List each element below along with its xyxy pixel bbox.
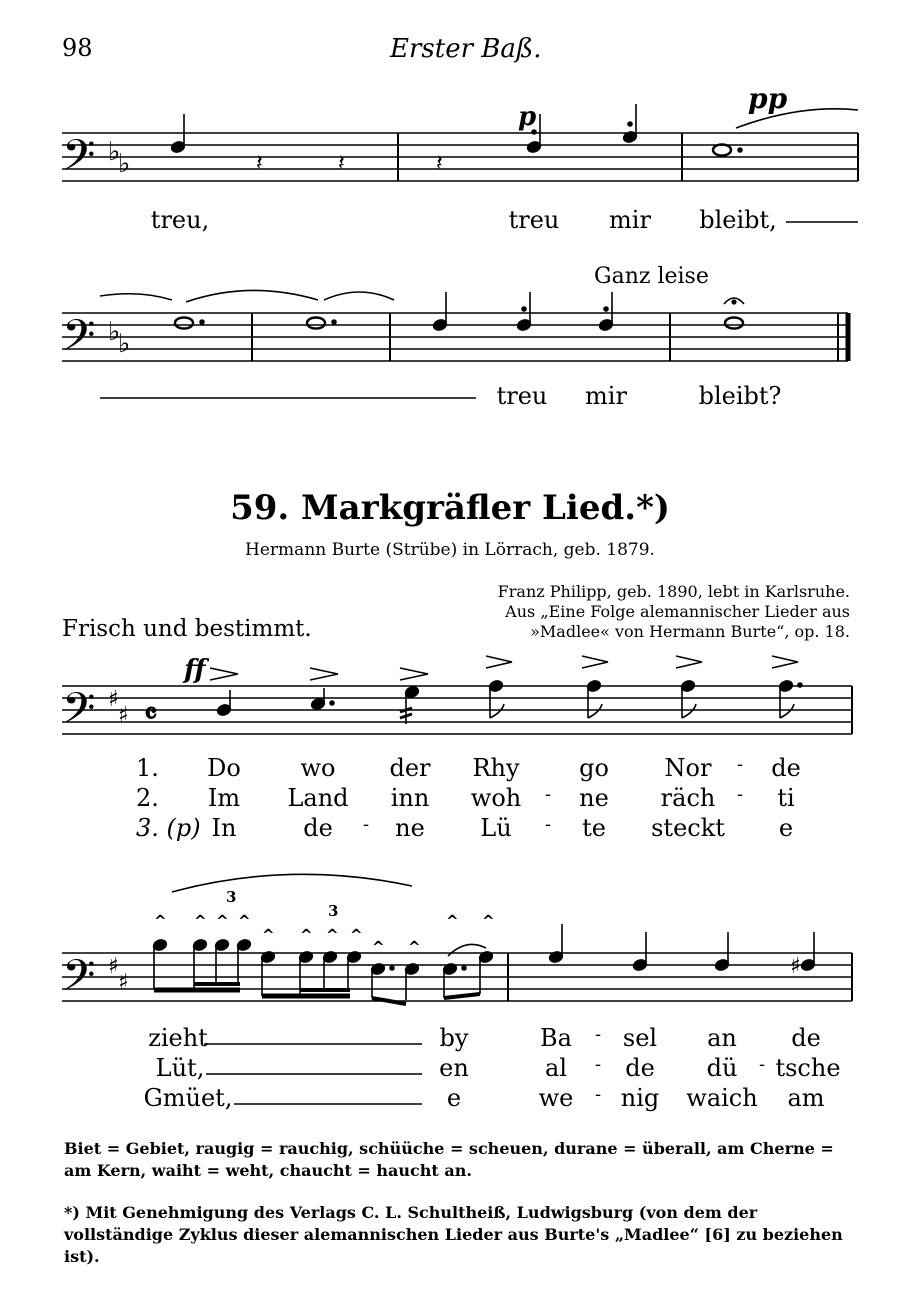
lyric: bleibt? [698, 382, 782, 410]
lyric: tsche [775, 1054, 841, 1082]
lyric: ne [579, 784, 609, 812]
sharp-2: ♯ [118, 703, 129, 728]
lyric: steckt [651, 814, 725, 842]
verse-number: 2. [136, 784, 159, 812]
hyphen: - [594, 1084, 602, 1105]
lyric: am [787, 1084, 825, 1112]
lyric: Lüt, [155, 1054, 205, 1082]
svg-text:^: ^ [326, 926, 339, 944]
lyric: In [211, 814, 237, 842]
svg-text:^: ^ [238, 912, 251, 930]
lyric: by [439, 1024, 469, 1052]
bass-clef-1: 𝄢 [62, 131, 96, 191]
lyric: mir [585, 382, 627, 410]
lyric: de [303, 814, 333, 842]
lyric: Ba [540, 1024, 572, 1052]
lyric: Nor [664, 754, 712, 782]
expression-direction: Ganz leise [594, 264, 709, 289]
staff-system-2 [62, 313, 848, 361]
hyphen: - [362, 814, 370, 835]
hyphen: - [544, 814, 552, 835]
svg-text:^: ^ [154, 912, 167, 930]
sharp-1: ♯ [108, 687, 119, 712]
lyric: räch [660, 784, 716, 812]
lyric: treu [496, 382, 548, 410]
running-title: Erster Baß. [390, 34, 542, 64]
lyric: zieht [148, 1024, 208, 1052]
lyric: sel [622, 1024, 658, 1052]
lyric: inn [390, 784, 430, 812]
lyric: treu [508, 206, 560, 234]
lyric: de [625, 1054, 655, 1082]
song-title: 59. Markgräfler Lied.*) [230, 488, 670, 528]
lyric: der [389, 754, 431, 782]
verse-number: 1. [136, 754, 159, 782]
lyric: Do [207, 754, 241, 782]
svg-text:^: ^ [446, 912, 459, 930]
page-number: 98 [62, 34, 93, 62]
lyric: waich [686, 1084, 758, 1112]
lyric: an [707, 1024, 737, 1052]
svg-text:^: ^ [262, 926, 275, 944]
lyric: we [538, 1084, 574, 1112]
lyric: mir [609, 206, 651, 234]
svg-text:^: ^ [372, 938, 385, 956]
lyric: Land [287, 784, 349, 812]
lyric: treu, [150, 206, 210, 234]
flat-2: ♭ [118, 149, 131, 179]
lyric: ti [777, 784, 795, 812]
permission-footnote: *) Mit Genehmigung des Verlags C. L. Schultheiß, Ludwigsburg (von dem der vollständige Zyklus dieser alemannischen Lieder aus Burte's „Madlee“ [6] zu beziehen ist). [64, 1203, 843, 1266]
hyphen: - [736, 784, 744, 805]
dynamic-p: p [518, 102, 537, 132]
lyric: ne [395, 814, 425, 842]
lyric: Im [207, 784, 241, 812]
hyphen: - [594, 1024, 602, 1045]
svg-text:♯: ♯ [790, 954, 801, 979]
hyphen: - [544, 784, 552, 805]
lyric: Rhy [472, 754, 520, 782]
flat-3: ♭ [108, 317, 121, 347]
hyphen: - [736, 754, 744, 775]
lyric: woh [470, 784, 522, 812]
svg-text:^: ^ [300, 926, 313, 944]
svg-text:^: ^ [194, 912, 207, 930]
svg-text:𝄽: 𝄽 [256, 151, 263, 176]
hyphen: - [594, 1054, 602, 1075]
verse-number: 3. (p) [136, 814, 201, 842]
lyric: de [771, 754, 801, 782]
lyric: Gmüet, [143, 1084, 233, 1112]
poet-credit: Hermann Burte (Strübe) in Lörrach, geb. 1879. [245, 540, 655, 560]
staff-system-1 [62, 133, 858, 181]
tempo-marking: Frisch und bestimmt. [62, 616, 312, 642]
staff-system-4 [62, 953, 852, 1001]
svg-text:^: ^ [482, 912, 495, 930]
lyric: Lü [480, 814, 512, 842]
triplet-label-b: 3 [328, 902, 339, 920]
triplet-label-a: 3 [226, 888, 237, 906]
lyric: wo [300, 754, 336, 782]
lyric: dü [706, 1054, 738, 1082]
svg-text:^: ^ [216, 912, 229, 930]
lyric: nig [620, 1084, 660, 1112]
lyric: bleibt, [699, 206, 777, 234]
common-time: 𝄴 [144, 697, 158, 732]
glossary-note: Biet = Gebiet, raugig = rauchig, schüüche = scheuen, durane = überall, am Cherne = am Kern, waiht = weht, chaucht = haucht an. [64, 1139, 834, 1180]
sharp-4: ♯ [118, 970, 129, 995]
hyphen: - [758, 1054, 766, 1075]
lyric: en [439, 1054, 469, 1082]
lyric: e [778, 814, 794, 842]
dynamic-ff: ff [184, 655, 206, 685]
svg-text:𝄽: 𝄽 [436, 151, 443, 176]
svg-text:^: ^ [408, 938, 421, 956]
svg-text:^: ^ [350, 926, 363, 944]
flat-1: ♭ [108, 137, 121, 167]
staff-system-3 [62, 686, 852, 734]
lyric: de [791, 1024, 821, 1052]
lyric: al [545, 1054, 567, 1082]
dynamic-pp: pp [748, 82, 788, 115]
sharp-3: ♯ [108, 954, 119, 979]
bass-clef-4: 𝄢 [62, 951, 96, 1011]
svg-text:𝄽: 𝄽 [338, 151, 345, 176]
bass-clef-2: 𝄢 [62, 311, 96, 371]
lyric: te [582, 814, 606, 842]
bass-clef-3: 𝄢 [62, 684, 96, 744]
flat-4: ♭ [118, 329, 131, 359]
lyric: e [446, 1084, 462, 1112]
composer-credit: Franz Philipp, geb. 1890, lebt in Karlsruhe. Aus „Eine Folge alemannischer Lieder aus »Madlee« von Hermann Burte“, op. 18. [497, 582, 850, 641]
lyric: go [579, 754, 609, 782]
